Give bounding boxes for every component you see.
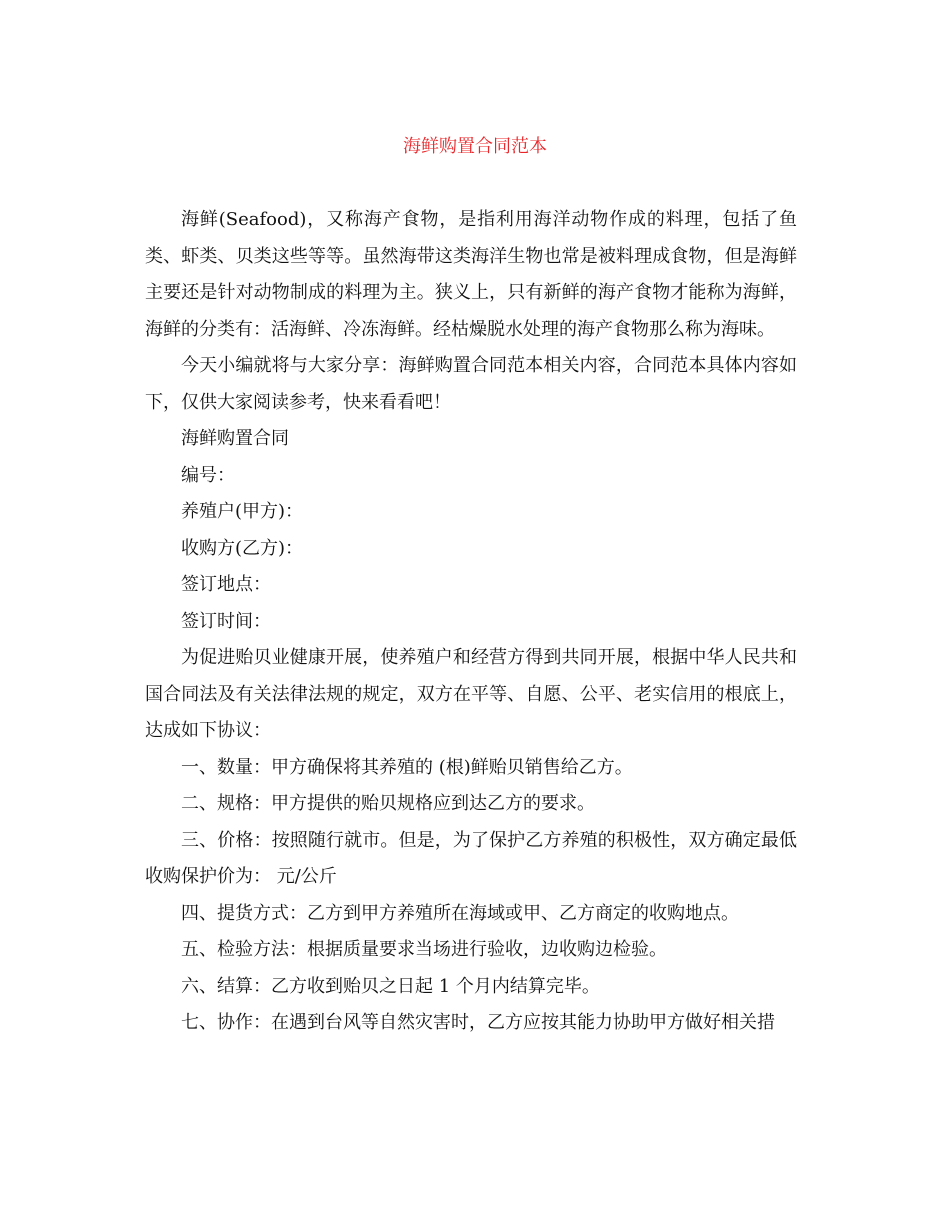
paragraph-share: 今天小编就将与大家分享：海鲜购置合同范本相关内容，合同范本具体内容如下，仅供大家阅读参考，快来看看吧！ (145, 355, 797, 413)
contract-number-field: 编号： (181, 464, 235, 486)
signing-place-field: 签订地点： (181, 574, 271, 595)
party-a-field: 养殖户(甲方)： (181, 501, 304, 522)
document-body (145, 202, 797, 1042)
document-title: 海鲜购置合同范本 (403, 136, 547, 157)
party-b-field: 收购方(乙方)： (181, 537, 304, 559)
paragraph-preamble: 为促进贻贝业健康开展，使养殖户和经营方得到共同开展，根据中华人民共和国合同法及有关法律法规的规定，双方在平等、自愿、公平、老实信用的根底上，达成如下协议： (145, 647, 797, 741)
contract-heading: 海鲜购置合同 (181, 428, 289, 449)
clause-inspection: 五、检验方法：根据质量要求当场进行验收，边收购边检验。 (181, 939, 667, 960)
clause-specification: 二、规格：甲方提供的贻贝规格应到达乙方的要求。 (181, 793, 595, 814)
clause-cooperation: 七、协作：在遇到台风等自然灾害时，乙方应按其能力协助甲方做好相关措 (181, 1012, 775, 1033)
clause-price: 三、价格：按照随行就市。但是，为了保护乙方养殖的积极性，双方确定最低收购保护价为： 元/公斤 (145, 829, 797, 887)
clause-settlement: 六、结算：乙方收到贻贝之日起 1 个月内结算完毕。 (181, 975, 600, 997)
signing-time-field: 签订时间： (181, 610, 271, 632)
clause-pickup: 四、提货方式：乙方到甲方养殖所在海域或甲、乙方商定的收购地点。 (181, 902, 739, 924)
clause-quantity: 一、数量：甲方确保将其养殖的 (根)鲜贻贝销售给乙方。 (181, 756, 633, 778)
paragraph-intro: 海鲜(Seafood)，又称海产食物，是指利用海洋动物作成的料理，包括了鱼类、虾类、贝类这些等等。虽然海带这类海洋生物也常是被料理成食物，但是海鲜主要还是针对动物制成的料理为主。狭义上，只有新鲜的海产食物才能称为海鲜，海鲜的分类有：活海鲜、冷冻海鲜。经枯燥脱水处理的海产食物那么称为海味。 (145, 209, 797, 340)
